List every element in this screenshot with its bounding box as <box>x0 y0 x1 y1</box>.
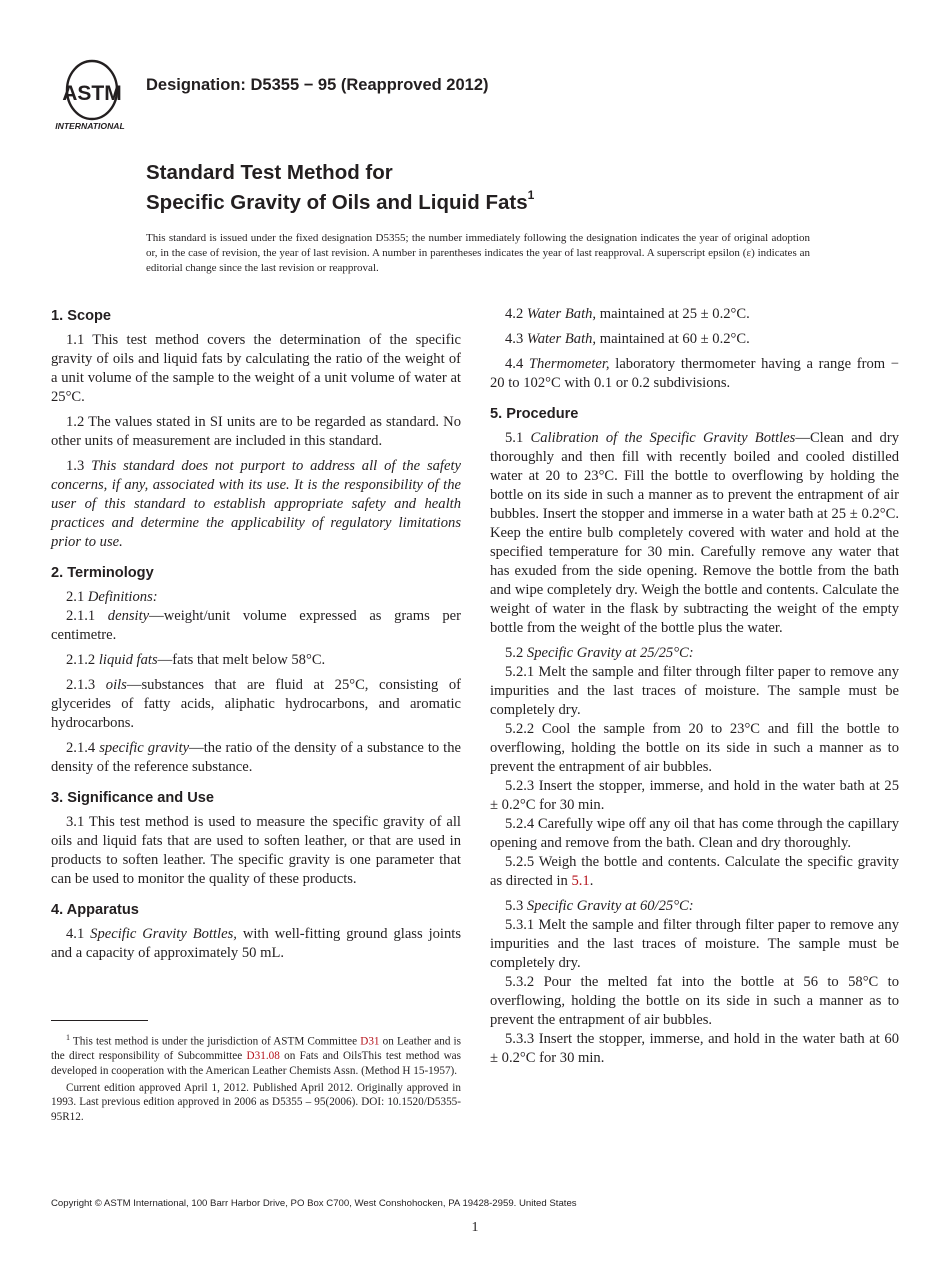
p42-term: Water Bath, <box>526 306 597 322</box>
p44-text: laboratory thermometer having a range from − 20 to 102°C with 0.1 or 0.2 subdivisions. <box>490 356 900 391</box>
paragraph-3-1: 3.1 This test method is used to measure the specific gravity of all oils and liquid fats that are used to soften leather, or that are used in products to soften leather. The specific gravity is one parameter that can be used to monitor the quality of these products. <box>51 814 461 887</box>
p214-text: —the ratio of the density of a substance to the density of the reference substance. <box>51 740 462 775</box>
fn1-part-c: on Fats and OilsThis test method was developed in cooperation with the American Leather Chemists Assn. (Method H 15-1957). <box>51 1050 461 1077</box>
paragraph-2-1-2 <box>51 651 461 670</box>
footnotes <box>51 1031 461 1126</box>
p43-text: maintained at 60 ± 0.2°C. <box>596 331 750 347</box>
astm-logo <box>50 58 136 134</box>
footnote-rule <box>51 1020 148 1021</box>
section-scope <box>51 305 461 552</box>
terminology-heading: 2. Terminology <box>51 565 154 581</box>
procedure-heading: 5. Procedure <box>490 406 579 422</box>
term-oils: oils <box>105 677 127 693</box>
logo-subtext: INTERNATIONAL <box>55 121 125 131</box>
p211-text: —weight/unit volume expressed as grams per centimetre. <box>51 608 461 643</box>
term-density: density <box>107 608 150 624</box>
p213-text: —substances that are fluid at 25°C, consisting of glycerides of fatty acids, aliphatic hydrocarbons, and aromatic hydrocarbons. <box>51 677 461 731</box>
paragraph-5-2-1: 5.2.1 Melt the sample and filter through filter paper to remove any impurities and the last traces of moisture. The sample must be completely dry. <box>490 664 899 718</box>
copyright: Copyright © ASTM International, 100 Barr Harbor Drive, PO Box C700, West Conshohocken, PA 19428-2959. United States <box>51 1198 577 1209</box>
p525-text: 5.2.5 Weigh the bottle and contents. Calculate the specific gravity as directed in <box>490 854 899 889</box>
title-line-2 <box>146 185 534 215</box>
p51-text: —Clean and dry thoroughly and then fill with recently boiled and cooled distilled water at 20 to 23°C. Fill the bottle to overflowing by holding the bottle on its side in such a manner as to prevent the entrapment of air bubbles. Insert the stopper and immerse in a water bath at 25 ± 0.2°C. Keep the entire bulb completely covered with water and hold at the specified temperature for 30 min. Carefully remove any water that has exuded from the side opening. Remove the bottle from the bath and wipe completely dry. Weigh the bottle and contents. Calculate the weight of water in the flask by subtracting the weight of the empty bottle from the weight of the bottle plus the water. <box>490 430 899 636</box>
paragraph-5-3 <box>490 897 899 916</box>
p51-num: 5.1 <box>505 430 531 446</box>
logo-text: ASTM <box>62 82 122 105</box>
paragraph-5-2-2: 5.2.2 Cool the sample from 20 to 23°C and fill the bottle to overflowing, holding the bottle on its side in such a manner as to prevent the entrapment of air bubbles. <box>490 721 899 775</box>
p21-num: 2.1 <box>66 589 88 605</box>
scope-heading: 1. Scope <box>51 308 112 324</box>
paragraph-5-2-3: 5.2.3 Insert the stopper, immerse, and hold in the water bath at 25 ± 0.2°C for 30 min. <box>490 778 899 813</box>
paragraph-1-3 <box>51 457 461 552</box>
paragraph-5-3-2: 5.3.2 Pour the melted fat into the bottle at 56 to 58°C to overflowing, holding the bottle on its side in such a manner as to prevent the entrapment of air bubbles. <box>490 974 899 1028</box>
committee-d31-link[interactable]: D31 <box>360 1035 380 1048</box>
section-5-1-link[interactable]: 5.1 <box>571 873 590 889</box>
paragraph-1-2: 1.2 The values stated in SI units are to be regarded as standard. No other units of measurement are included in this standard. <box>51 414 461 449</box>
p52-term: Specific Gravity at 25/25°C: <box>526 645 694 661</box>
fn1-part-b: on Leather and is the direct responsibility of Subcommittee <box>51 1035 462 1063</box>
p212-num: 2.1.2 <box>66 652 99 668</box>
section-procedure <box>490 403 899 1068</box>
p13-num: 1.3 <box>66 458 92 474</box>
p525-end: . <box>589 873 594 889</box>
paragraph-4-1 <box>51 925 461 963</box>
footnote-mark: 1 <box>66 1033 70 1042</box>
paragraph-5-2 <box>490 644 899 663</box>
p51-term: Calibration of the Specific Gravity Bottles <box>530 430 796 446</box>
p214-num: 2.1.4 <box>66 740 100 756</box>
term-liquid-fats: liquid fats <box>98 652 158 668</box>
paragraph-2-1 <box>51 588 461 607</box>
fn1-part-a: This test method is under the jurisdiction of ASTM Committee <box>70 1035 361 1048</box>
title-text: Specific Gravity of Oils and Liquid Fats <box>146 190 528 214</box>
standard-notice: This standard is issued under the fixed designation D5355; the number immediately following the designation indicates the year of original adoption or, in the case of revision, the year of last revision. A number in parentheses indicates the year of last reapproval. A superscript epsilon (ε) indicates an editorial change since the last revision or reapproval. <box>146 232 810 275</box>
p212-text: —fats that melt below 58°C. <box>157 652 326 668</box>
p213-num: 2.1.3 <box>66 677 106 693</box>
paragraph-1-1: 1.1 This test method covers the determination of the specific gravity of oils and liquid fats by calculating the ratio of the weight of a unit volume of the sample to the weight of a unit volume of water at 25°C. <box>51 332 461 405</box>
left-column <box>51 305 461 973</box>
p44-term: Thermometer, <box>528 356 610 372</box>
p53-term: Specific Gravity at 60/25°C: <box>526 898 694 914</box>
p43-num: 4.3 <box>505 331 527 347</box>
footnote-1 <box>51 1031 461 1079</box>
apparatus-continued <box>490 305 899 393</box>
paragraph-5-3-1: 5.3.1 Melt the sample and filter through filter paper to remove any impurities and the last traces of moisture. The sample must be completely dry. <box>490 917 899 971</box>
section-terminology <box>51 562 461 777</box>
p211-num: 2.1.1 <box>66 608 108 624</box>
paragraph-4-4 <box>490 355 899 393</box>
p43-term: Water Bath, <box>526 331 597 347</box>
title-footnote-ref: 1 <box>527 188 535 202</box>
apparatus-heading: 4. Apparatus <box>51 902 139 918</box>
paragraph-5-1 <box>490 429 899 638</box>
paragraph-4-3 <box>490 330 899 349</box>
p44-num: 4.4 <box>505 356 529 372</box>
document-title <box>146 160 534 215</box>
paragraph-5-2-5 <box>490 853 899 891</box>
right-column <box>490 305 899 1078</box>
term-specific-gravity: specific gravity <box>99 740 190 756</box>
significance-heading: 3. Significance and Use <box>51 790 215 806</box>
section-apparatus <box>51 899 461 963</box>
paragraph-2-1-4 <box>51 739 461 777</box>
footnote-2: Current edition approved April 1, 2012. Published April 2012. Originally approved in 1993. Last previous edition approved in 2006 as D5355 – 95(2006). DOI: 10.1520/D5355-95R12. <box>51 1081 461 1123</box>
paragraph-2-1-3 <box>51 676 461 733</box>
p42-num: 4.2 <box>505 306 527 322</box>
subcommittee-d31-08-link[interactable]: D31.08 <box>246 1050 280 1063</box>
p41-num: 4.1 <box>66 926 91 942</box>
page-number: 1 <box>471 1220 479 1235</box>
title-line-1: Standard Test Method for <box>146 161 393 184</box>
p42-text: maintained at 25 ± 0.2°C. <box>596 306 750 322</box>
p52-num: 5.2 <box>505 645 527 661</box>
paragraph-5-3-3: 5.3.3 Insert the stopper, immerse, and hold in the water bath at 60 ± 0.2°C for 30 min. <box>490 1031 899 1066</box>
p21-text: Definitions: <box>87 589 158 605</box>
p41-text: with well-fitting ground glass joints and a capacity of approximately 50 mL. <box>51 926 462 961</box>
paragraph-5-2-4: 5.2.4 Carefully wipe off any oil that has come through the capillary opening and remove from the bath. Clean and dry thoroughly. <box>490 816 899 851</box>
p13-text: This standard does not purport to address all of the safety concerns, if any, associated with its use. It is the responsibility of the user of this standard to establish appropriate safety and health practices and determine the applicability of regulatory limitations prior to use. <box>51 458 461 550</box>
p41-term: Specific Gravity Bottles, <box>90 926 237 942</box>
paragraph-2-1-1 <box>51 607 461 645</box>
section-significance <box>51 787 461 889</box>
p53-num: 5.3 <box>505 898 527 914</box>
paragraph-4-2 <box>490 305 899 324</box>
designation: Designation: D5355 − 95 (Reapproved 2012) <box>146 76 489 94</box>
